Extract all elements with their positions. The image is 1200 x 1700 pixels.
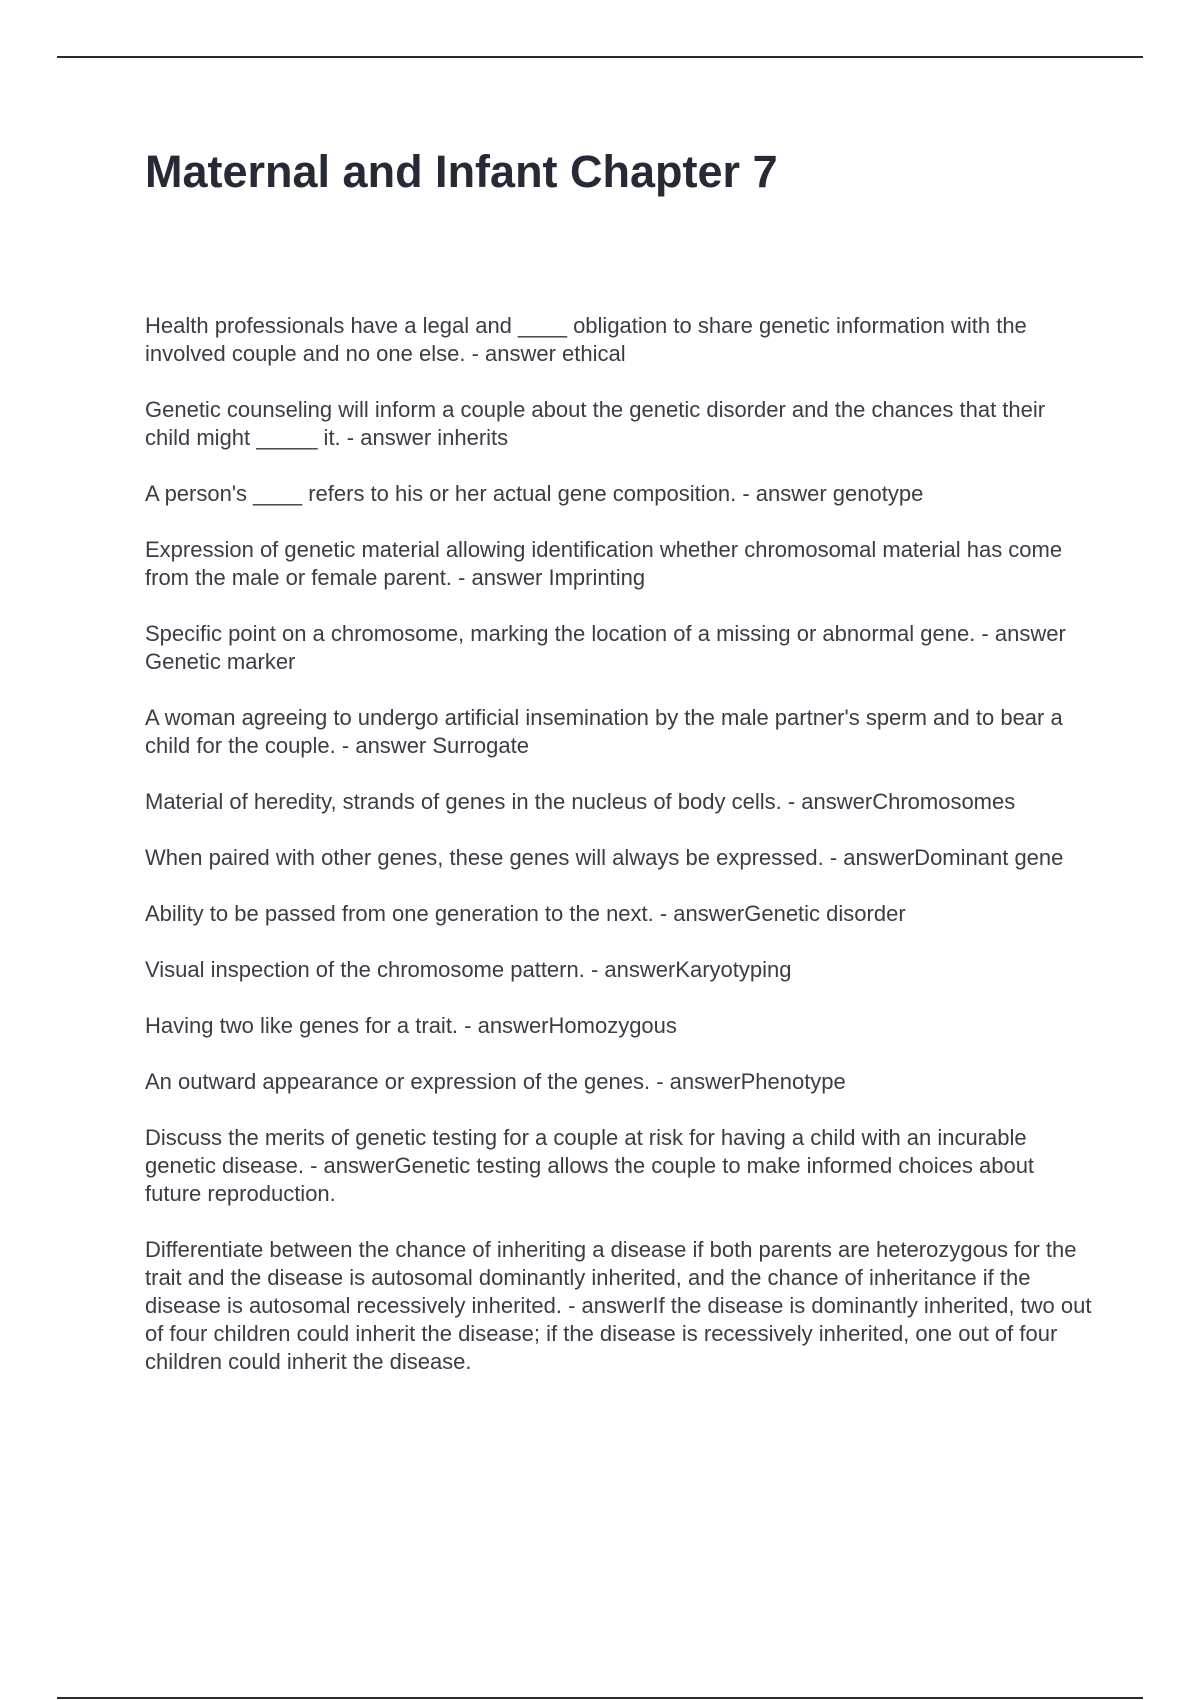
qa-list <box>145 312 1095 1404</box>
qa-item: Specific point on a chromosome, marking the location of a missing or abnormal gene. - answer Genetic marker <box>145 621 1066 674</box>
qa-item: Ability to be passed from one generation to the next. - answerGenetic disorder <box>145 901 906 926</box>
qa-item: Discuss the merits of genetic testing for a couple at risk for having a child with an incurable genetic disease. - answerGenetic testing allows the couple to make informed choices about future reproduction. <box>145 1125 1035 1206</box>
qa-item: Expression of genetic material allowing identification whether chromosomal material has come from the male or female parent. - answer Imprinting <box>145 537 1063 590</box>
qa-item: When paired with other genes, these genes will always be expressed. - answerDominant gene <box>145 845 1064 870</box>
qa-item: A woman agreeing to undergo artificial insemination by the male partner's sperm and to bear a child for the couple. - answer Surrogate <box>145 705 1063 758</box>
bottom-rule <box>57 1697 1143 1699</box>
qa-item: Genetic counseling will inform a couple about the genetic disorder and the chances that their child might _____ it. - answer inherits <box>145 397 1046 450</box>
qa-item: Material of heredity, strands of genes in the nucleus of body cells. - answerChromosomes <box>145 789 1016 814</box>
top-rule <box>57 56 1143 58</box>
qa-item: Visual inspection of the chromosome pattern. - answerKaryotyping <box>145 957 792 982</box>
qa-item: A person's ____ refers to his or her actual gene composition. - answer genotype <box>145 481 924 506</box>
qa-item: Health professionals have a legal and ____ obligation to share genetic information with the involved couple and no one else. - answer ethical <box>145 313 1027 366</box>
qa-item: An outward appearance or expression of the genes. - answerPhenotype <box>145 1069 846 1094</box>
page-title: Maternal and Infant Chapter 7 <box>145 146 778 197</box>
qa-item: Having two like genes for a trait. - answerHomozygous <box>145 1013 677 1038</box>
qa-item: Differentiate between the chance of inheriting a disease if both parents are heterozygous for the trait and the disease is autosomal dominantly inherited, and the chance of inheritance if the disease is autosomal recessively inherited. - answerIf the disease is dominantly inherited, two out of four children could inherit the disease; if the disease is recessively inherited, one out of four children could inherit the disease. <box>145 1237 1092 1374</box>
